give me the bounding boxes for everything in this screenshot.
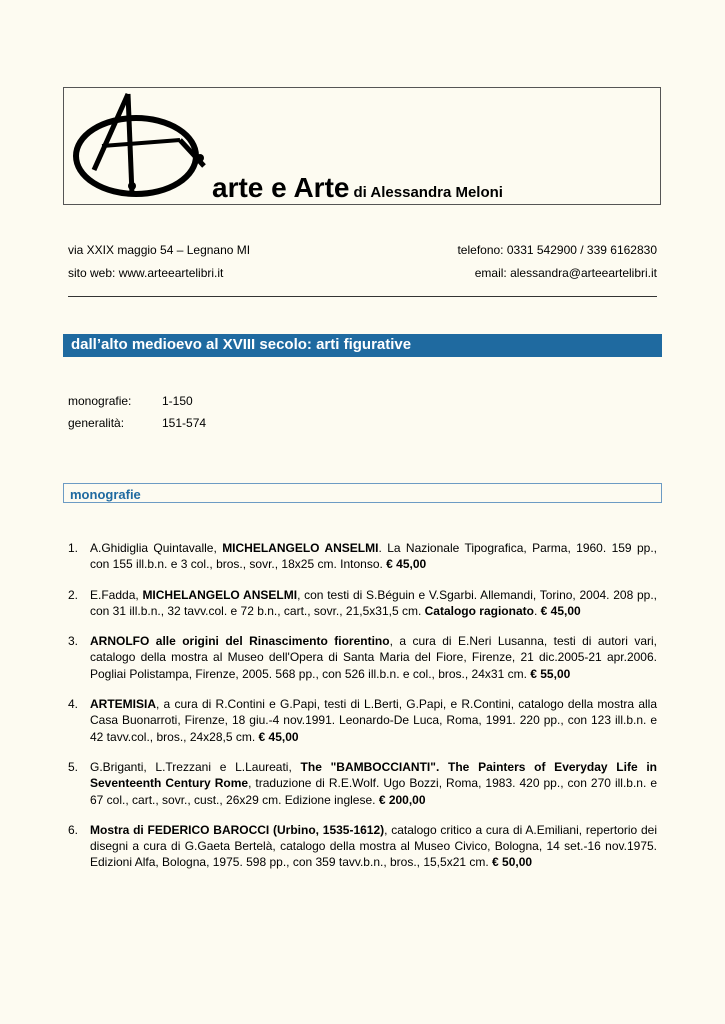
item-title: ARTEMISIA (90, 697, 156, 712)
item-price: € 45,00 (258, 729, 299, 744)
item-price: € 50,00 (492, 855, 533, 870)
header-box (63, 87, 661, 205)
index-row (68, 394, 193, 408)
item-title: The "BAMBOCCIANTI". The Painters of Everyday Life in Seventeenth Century Rome (90, 759, 657, 791)
item-price: € 200,00 (378, 792, 426, 807)
item-author: G.Briganti, L.Trezzani e L.Laureati, (90, 759, 301, 774)
catalog-list (68, 540, 657, 885)
index-label: monografie: (68, 394, 132, 408)
item-author: E.Fadda, (90, 587, 143, 602)
brand (212, 172, 503, 204)
website-link[interactable]: sito web: www.arteeartelibri.it (68, 266, 224, 280)
item-separator: . (533, 603, 541, 618)
brand-subtitle: di Alessandra Meloni (353, 184, 503, 201)
item-price: € 45,00 (386, 557, 427, 572)
item-note: Catalogo ragionato (424, 603, 534, 618)
item-number: 6. (68, 822, 79, 837)
item-details: , a cura di R.Contini e G.Papi, testi di L.Berti, G.Papi, e R.Contini, catalogo della mostra alla Casa Buonarroti, Firenze, 18 giu.-4 nov.1991. Leonardo-De Luca, Roma, 1991. 220 pp., con 123 ill.b.n. e 42 tavv.col., bros., 24x28,5 cm. (90, 697, 657, 744)
subsection-header (63, 483, 662, 503)
contact-row-1 (68, 243, 657, 259)
email-link[interactable]: email: alessandra@arteeartelibri.it (474, 266, 657, 280)
section-title: dall’alto medioevo al XVIII secolo: arti figurative (71, 336, 412, 353)
address: via XXIX maggio 54 – Legnano MI (68, 243, 251, 257)
index-row (68, 416, 206, 430)
list-item (68, 696, 657, 745)
item-number: 2. (68, 587, 79, 602)
item-price: € 45,00 (540, 603, 581, 618)
list-item (68, 759, 657, 808)
subsection-title: monografie (70, 487, 141, 502)
contact-row-2 (68, 266, 657, 297)
item-details: , a cura di E.Neri Lusanna, testi di autori vari, catalogo della mostra al Museo dell'Opera di Santa Maria del Fiore, Firenze, 21 dic.2005-21 apr.2006. Pogliai Polistampa, Firenze, 2005. 568 pp., con 526 ill.b.n. e col., bros., 24x31 cm. (90, 634, 658, 681)
list-item (68, 540, 657, 573)
item-price: € 55,00 (530, 666, 571, 681)
index-range: 151-574 (162, 416, 207, 430)
item-number: 3. (68, 634, 79, 649)
item-title: Mostra di FEDERICO BAROCCI (Urbino, 1535-1612) (90, 822, 385, 837)
item-details: , con testi di S.Béguin e V.Sgarbi. Allemandi, Torino, 2004. 208 pp., con 31 ill.b.n., 32 tavv.col. e 72 b.n., cart., sovr., 21,5x31,5 cm. (90, 587, 658, 618)
item-title: MICHELANGELO ANSELMI (142, 587, 298, 602)
item-details: . La Nazionale Tipografica, Parma, 1960. 159 pp., con 155 ill.b.n. e 3 col., bros., sovr., 18x25 cm. Intonso. (90, 541, 658, 572)
item-title: MICHELANGELO ANSELMI (222, 541, 379, 555)
list-item (68, 822, 657, 871)
item-author: A.Ghidiglia Quintavalle, (90, 541, 223, 555)
brand-name: arte e Arte (212, 172, 350, 203)
phone: telefono: 0331 542900 / 339 6162830 (457, 243, 657, 257)
item-number: 4. (68, 697, 79, 712)
item-number: 5. (68, 759, 79, 774)
section-header (63, 334, 662, 357)
index-label: generalità: (68, 416, 125, 430)
item-details: , catalogo critico a cura di A.Emiliani, repertorio dei disegni a cura di G.Gaeta Bertelà, catalogo della mostra al Museo Civico, Bologna, 14 set.-16 nov.1975. Edizioni Alfa, Bologna, 1975. 598 pp., con 359 tavv.b.n., bros., 15,5x21 cm. (90, 822, 657, 870)
item-number: 1. (68, 541, 79, 555)
item-title: ARNOLFO alle origini del Rinascimento fiorentino (90, 634, 390, 649)
item-details: , traduzione di R.E.Wolf. Ugo Bozzi, Roma, 1983. 420 pp., con 270 ill.b.n. e 67 col., cart., sovr., cust., 26x29 cm. Edizione inglese. (90, 776, 657, 807)
list-item (68, 633, 657, 682)
index-range: 1-150 (162, 394, 193, 408)
arte-e-arte-logo (72, 90, 212, 202)
list-item (68, 587, 657, 620)
